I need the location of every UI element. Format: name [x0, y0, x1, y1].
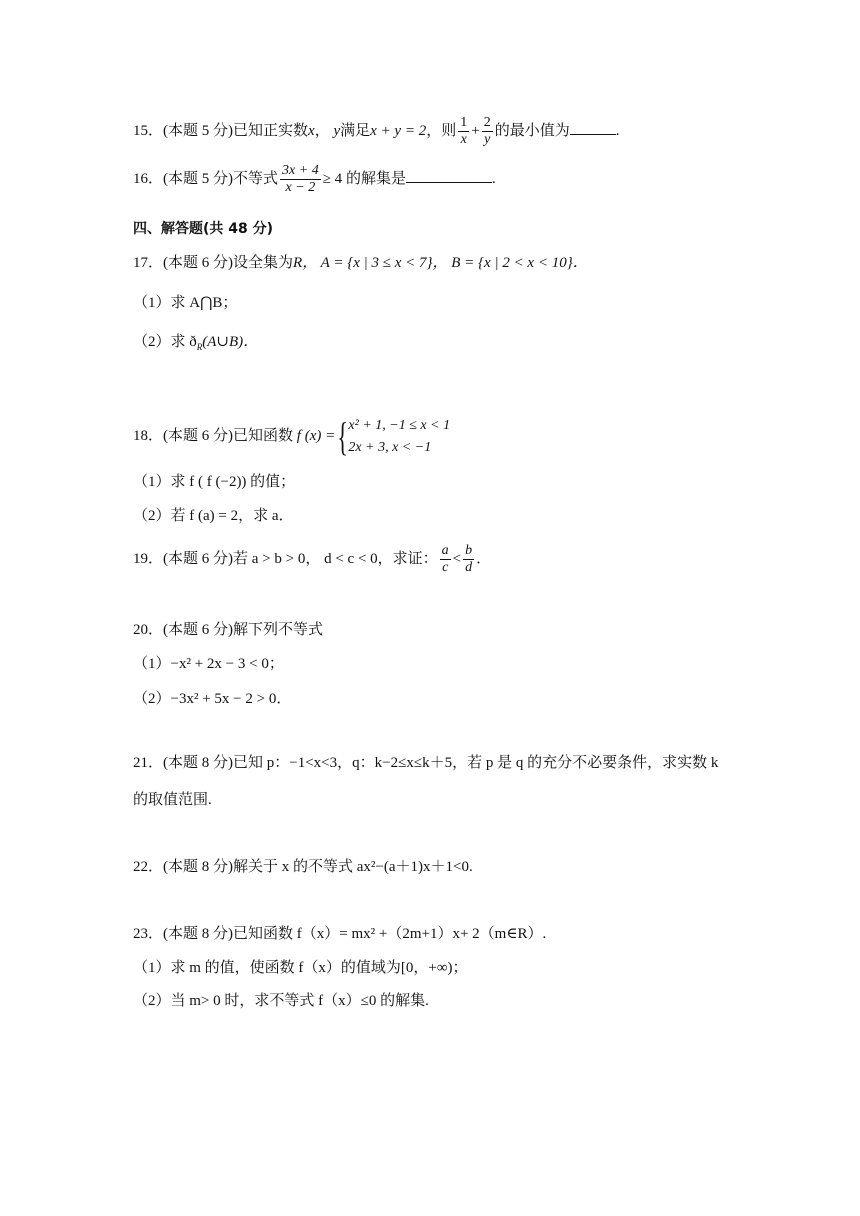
question-number: 17．	[133, 255, 164, 271]
question-number: 23．	[133, 926, 164, 942]
question-number: 20．	[133, 622, 164, 638]
question-number: 19．	[133, 550, 164, 567]
question-score: (本题 8 分)	[163, 755, 234, 771]
question-23: 23．(本题 8 分)已知函数 f（x）= mx² +（2m+1）x+ 2（m∈R）.	[133, 926, 547, 942]
left-brace: {	[337, 413, 349, 459]
question-score: (本题 6 分)	[163, 622, 234, 638]
question-17-part-1: （1）求 A⋂B；	[133, 295, 238, 311]
question-21-continued: 的取值范围.	[133, 792, 212, 808]
question-20-part-1: （1）−x² + 2x − 3 < 0；	[133, 656, 284, 672]
answer-blank[interactable]	[570, 120, 616, 135]
question-number: 16．	[133, 170, 164, 187]
question-17-part-2: （2）求 $ð_R(A\cup B)$．	[133, 334, 259, 352]
question-number: 18．	[133, 428, 164, 444]
fraction-b-over-d: $\frac{b}{d}$	[465, 543, 473, 575]
question-number: 22．	[133, 859, 164, 875]
fraction-1-over-x: $\frac{1}{x}$	[460, 115, 468, 147]
question-21: 21．(本题 8 分)已知 p：−1<x<3，q：k−2≤x≤k＋5，若 p 是 q 的充分不必要条件，求实数 k	[133, 755, 719, 771]
question-score: (本题 5 分)	[163, 170, 234, 187]
question-20-part-2: （2）−3x² + 5x − 2 > 0．	[133, 691, 292, 707]
question-score: (本题 5 分)	[163, 122, 234, 139]
question-16: 16．(本题 5 分)不等式 $\frac{3x + 4}{x - 2}$ ≥ 4 的解集是 .	[133, 163, 496, 195]
section-title: 四、解答题(共 48 分)	[133, 221, 274, 237]
question-23-part-1: （1）求 m 的值，使函数 f（x）的值域为[0，+∞)；	[133, 960, 468, 976]
question-18-part-2: （2）若 f (a) = 2，求 a．	[133, 508, 294, 524]
fraction-a-over-c: $\frac{a}{c}$	[441, 543, 449, 575]
question-score: (本题 6 分)	[163, 255, 234, 271]
question-18: 18．(本题 6 分)已知函数 f (x) ={ x² + 1, −1 ≤ x < 1 2x + 3, x < −1	[133, 413, 451, 459]
question-20: 20．(本题 6 分)解下列不等式	[133, 622, 324, 638]
question-score: (本题 8 分)	[163, 859, 234, 875]
fraction-inequality: $\frac{3x + 4}{x - 2}$	[282, 163, 319, 195]
question-23-part-2: （2）当 m> 0 时，求不等式 f（x）≤0 的解集.	[133, 993, 429, 1009]
question-18-part-1: （1）求 f ( f (−2)) 的值；	[133, 474, 296, 490]
question-19: 19．(本题 6 分)若 a > b > 0， d < c < 0，求证： $\frac{a}{c}$ < $\frac{b}{d}$ ．	[133, 543, 492, 575]
question-number: 21．	[133, 755, 164, 771]
question-score: (本题 8 分)	[163, 926, 234, 942]
question-17: 17．(本题 6 分)设全集为R， A = {x | 3 ≤ x < 7}， B = {x | 2 < x < 10}．	[133, 255, 588, 271]
question-score: (本题 6 分)	[163, 550, 234, 567]
question-15: 15．(本题 5 分)已知正实数x， y满足x + y = 2，则 $\frac{1}{x}$ + $\frac{2}{y}$ 的最小值为 .	[133, 115, 620, 147]
answer-blank[interactable]	[406, 168, 492, 183]
question-22: 22．(本题 8 分)解关于 x 的不等式 ax²−(a＋1)x＋1<0.	[133, 859, 473, 875]
piecewise-cases: x² + 1, −1 ≤ x < 1 2x + 3, x < −1	[348, 417, 451, 455]
fraction-2-over-y: $\frac{2}{y}$	[483, 115, 491, 147]
question-number: 15．	[133, 122, 164, 139]
question-score: (本题 6 分)	[163, 428, 234, 444]
